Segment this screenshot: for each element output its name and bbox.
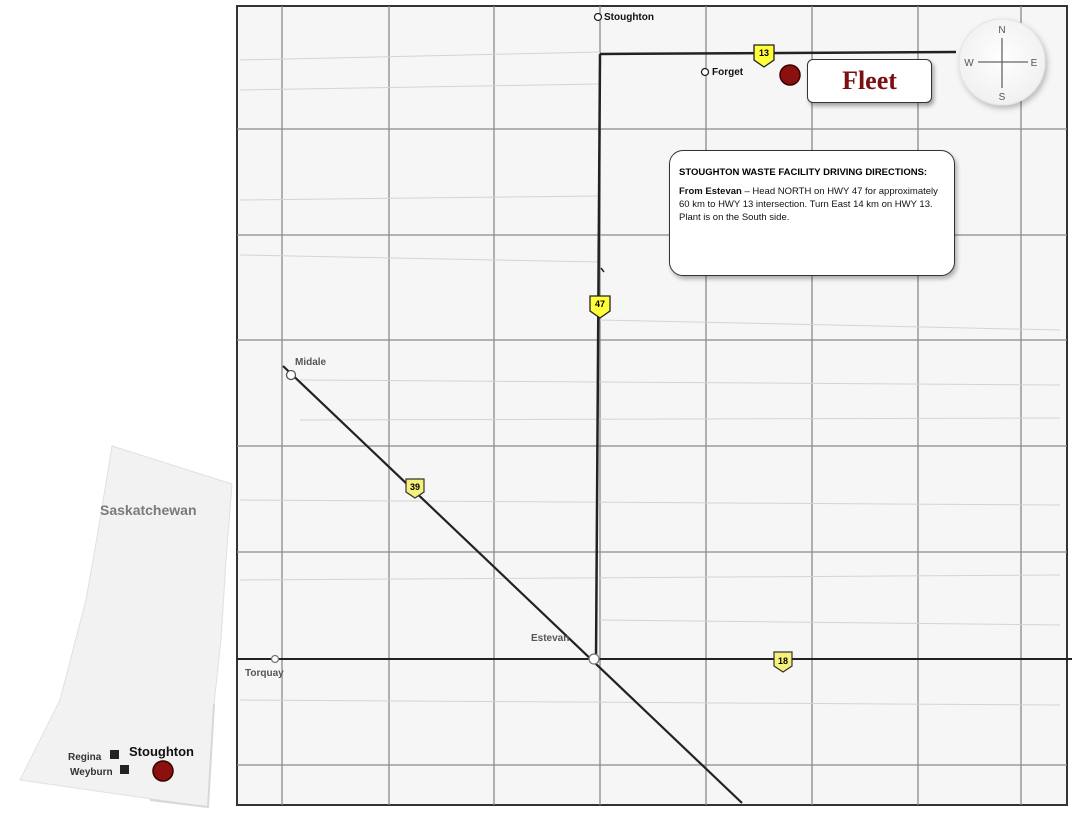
directions-body bbox=[679, 185, 946, 224]
fleet-label: Fleet bbox=[842, 66, 897, 95]
svg-text:47: 47 bbox=[594, 299, 606, 309]
inset-weyburn-label: Weyburn bbox=[70, 767, 113, 778]
compass-north-label: N bbox=[998, 25, 1006, 36]
midale-town-marker bbox=[287, 371, 296, 380]
stoughton-town-label: Stoughton bbox=[604, 12, 654, 23]
main-map bbox=[237, 6, 1072, 805]
map-frame bbox=[237, 6, 1067, 805]
fleet-callout bbox=[807, 59, 932, 103]
midale-town-label: Midale bbox=[295, 357, 327, 368]
inset-regina-marker bbox=[110, 750, 119, 759]
inset-map bbox=[20, 446, 232, 807]
forget-town-label: Forget bbox=[712, 67, 744, 78]
directions-text: – Head NORTH on HWY 47 for approximately 60 km to HWY 13 intersection. Turn East 14 km on HWY 13. Plant is on the South side. bbox=[679, 186, 938, 223]
compass-west-label: W bbox=[964, 58, 974, 69]
estevan-town-marker bbox=[589, 654, 599, 664]
inset-province-label: Saskatchewan bbox=[100, 502, 197, 518]
estevan-town-label: Estevan bbox=[531, 633, 570, 644]
torquay-town-marker bbox=[272, 656, 279, 663]
forget-town-marker bbox=[702, 69, 709, 76]
fleet-location-marker bbox=[780, 65, 800, 85]
inset-weyburn-marker bbox=[120, 765, 129, 774]
svg-text:39: 39 bbox=[409, 482, 421, 492]
inset-stoughton-label: Stoughton bbox=[129, 744, 194, 759]
saskatchewan-shape bbox=[20, 446, 232, 807]
stoughton-town-marker bbox=[595, 14, 602, 21]
inset-stoughton-marker bbox=[153, 761, 173, 781]
driving-directions-callout bbox=[669, 150, 955, 276]
torquay-town-label: Torquay bbox=[245, 668, 284, 679]
svg-text:13: 13 bbox=[758, 48, 770, 58]
directions-from-label: From Estevan bbox=[679, 186, 742, 197]
directions-title: STOUGHTON WASTE FACILITY DRIVING DIRECTIONS: bbox=[679, 167, 928, 178]
compass-south-label: S bbox=[998, 92, 1006, 103]
compass-rose bbox=[959, 19, 1045, 105]
svg-text:18: 18 bbox=[777, 656, 789, 666]
inset-regina-label: Regina bbox=[68, 752, 102, 763]
compass-east-label: E bbox=[1030, 58, 1038, 69]
